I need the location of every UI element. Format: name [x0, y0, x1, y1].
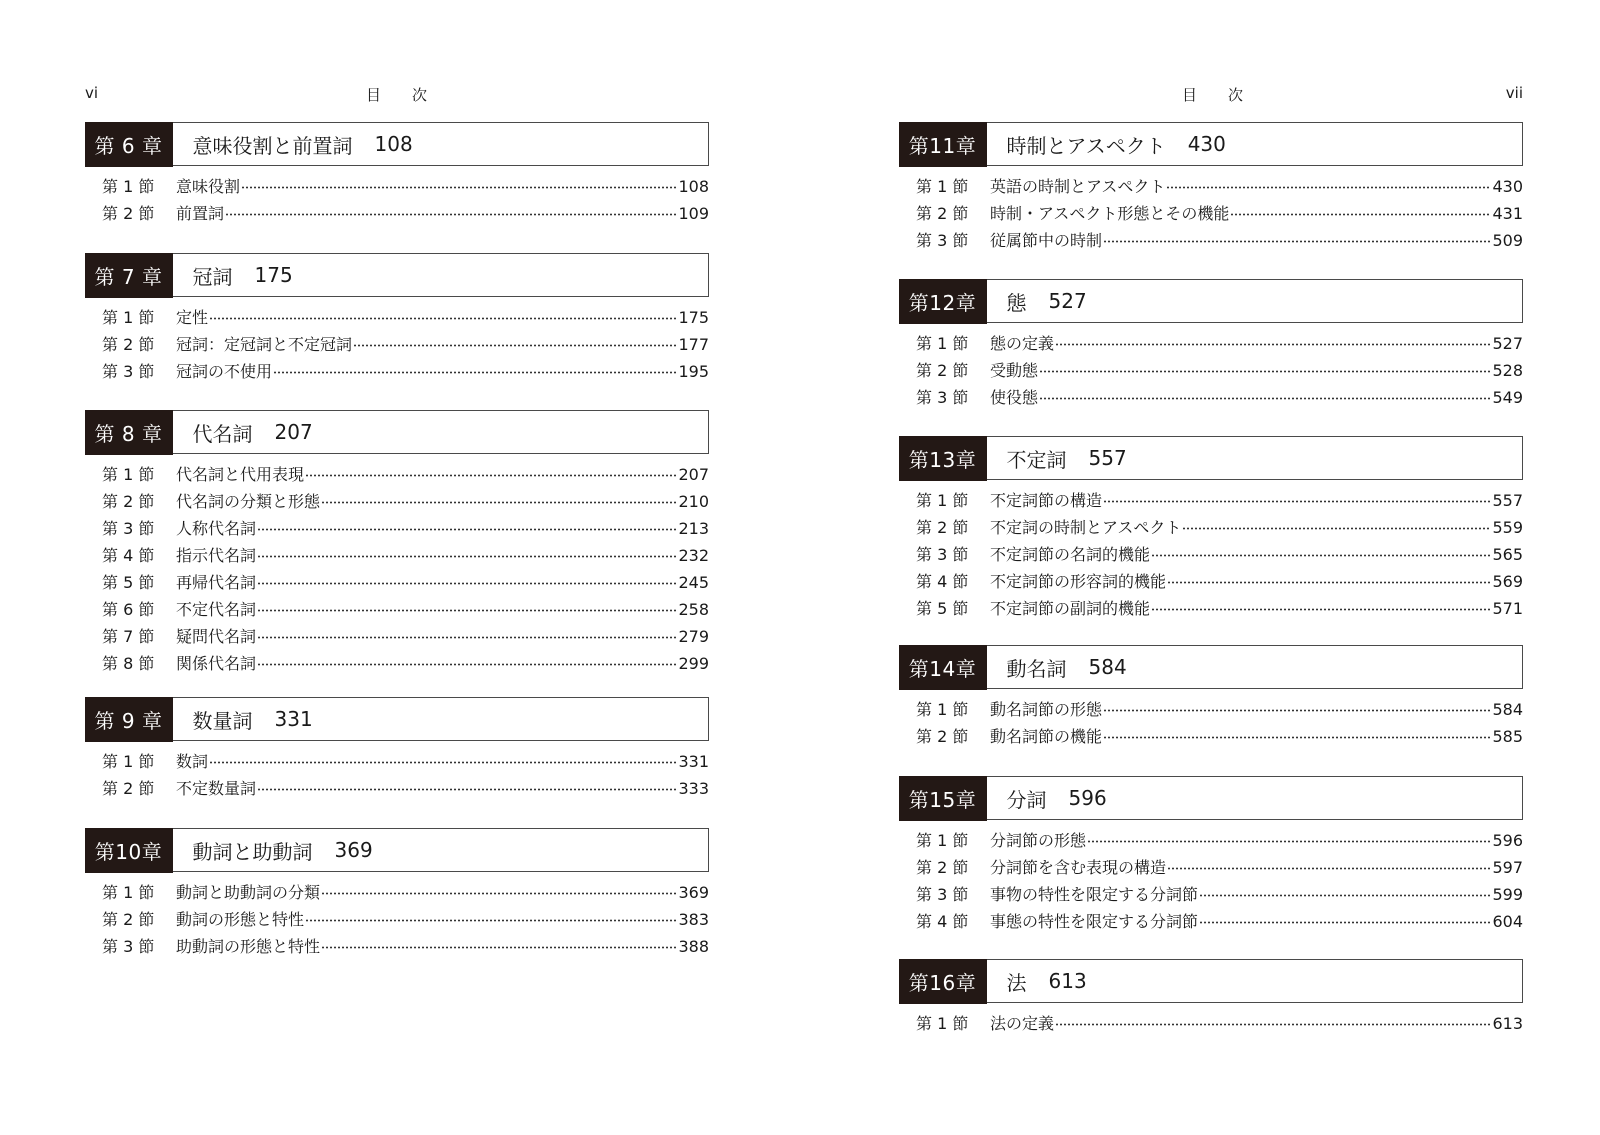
chapter-page: 175: [254, 263, 293, 287]
section-row: [85, 569, 709, 596]
dot-leader: [241, 186, 677, 189]
chapter-label: 第 7 章: [85, 253, 173, 298]
chapter-heading: [899, 279, 1523, 323]
chapter-label: 第 6 章: [85, 122, 173, 167]
dot-leader: [1039, 397, 1491, 400]
section-title: 人称代名詞: [176, 519, 257, 538]
section-row: [899, 881, 1523, 908]
section-number: 第 1 節: [916, 831, 969, 850]
dot-leader: [1039, 370, 1491, 373]
chapter-page: 613: [1048, 969, 1087, 993]
right-page: [899, 0, 1523, 1135]
section-number: 第 2 節: [916, 361, 969, 380]
dot-leader: [1151, 608, 1491, 611]
section-page: 388: [678, 937, 709, 956]
chapter-page: 430: [1187, 132, 1226, 156]
chapter-heading: [899, 959, 1523, 1003]
section-title: 前置詞: [176, 204, 225, 223]
chapter-entry: [899, 776, 1523, 935]
section-row: [899, 723, 1523, 750]
dot-leader: [1055, 343, 1491, 346]
section-page: 559: [1492, 518, 1523, 537]
section-title: 不定詞節の副詞的機能: [990, 599, 1151, 618]
left-page: [85, 0, 709, 1135]
section-number: 第 2 節: [102, 204, 155, 223]
chapter-title-block: [173, 254, 293, 296]
chapter-title: 不定詞: [1006, 447, 1067, 472]
chapter-page: 527: [1048, 289, 1087, 313]
dot-leader: [1103, 240, 1491, 243]
section-page: 596: [1492, 831, 1523, 850]
section-number: 第 3 節: [916, 388, 969, 407]
dot-leader: [321, 946, 677, 949]
chapter-heading: [85, 122, 709, 166]
chapter-label: 第16章: [899, 959, 987, 1004]
dot-leader: [353, 344, 677, 347]
dot-leader: [209, 761, 677, 764]
dot-leader: [209, 317, 677, 320]
chapter-heading: [899, 645, 1523, 689]
section-title: 不定詞節の名詞的機能: [990, 545, 1151, 564]
section-number: 第 1 節: [916, 334, 969, 353]
chapter-title-block: [987, 123, 1226, 165]
chapter-title-block: [173, 123, 413, 165]
section-number: 第 1 節: [102, 308, 155, 327]
chapter-page: 331: [274, 707, 313, 731]
section-row: [85, 331, 709, 358]
section-title: 関係代名詞: [176, 654, 257, 673]
chapter-label: 第11章: [899, 122, 987, 167]
section-page: 585: [1492, 727, 1523, 746]
section-row: [85, 933, 709, 960]
dot-leader: [1167, 581, 1491, 584]
running-header: [85, 84, 709, 108]
section-page: 195: [678, 362, 709, 381]
section-page: 213: [678, 519, 709, 538]
section-title: 指示代名詞: [176, 546, 257, 565]
chapter-title: 冠詞: [192, 264, 233, 289]
section-row: [899, 827, 1523, 854]
section-title: 再帰代名詞: [176, 573, 257, 592]
section-page: 571: [1492, 599, 1523, 618]
section-row: [85, 200, 709, 227]
section-title: 不定詞の時制とアスペクト: [990, 518, 1182, 537]
section-row: [899, 514, 1523, 541]
dot-leader: [225, 213, 677, 216]
section-title: 疑問代名詞: [176, 627, 257, 646]
section-title: 法の定義: [990, 1014, 1055, 1033]
dot-leader: [257, 582, 677, 585]
section-title: 不定数量詞: [176, 779, 257, 798]
section-list: [85, 304, 709, 385]
dot-leader: [305, 474, 677, 477]
dot-leader: [257, 788, 677, 791]
chapter-label: 第 8 章: [85, 410, 173, 455]
section-number: 第 7 節: [102, 627, 155, 646]
section-row: [899, 1010, 1523, 1037]
section-title: 不定詞節の構造: [990, 491, 1103, 510]
section-list: [899, 1010, 1523, 1037]
dot-leader: [1055, 1023, 1491, 1026]
chapter-heading: [899, 122, 1523, 166]
section-page: 565: [1492, 545, 1523, 564]
dot-leader: [257, 555, 677, 558]
section-row: [899, 173, 1523, 200]
dot-leader: [1166, 186, 1491, 189]
section-page: 333: [678, 779, 709, 798]
section-title: 定性: [176, 308, 209, 327]
section-list: [85, 461, 709, 677]
section-number: 第 2 節: [102, 779, 155, 798]
chapter-label: 第15章: [899, 776, 987, 821]
section-row: [899, 200, 1523, 227]
chapter-title-block: [173, 411, 313, 453]
section-number: 第 1 節: [102, 883, 155, 902]
section-number: 第 4 節: [102, 546, 155, 565]
section-row: [899, 908, 1523, 935]
dot-leader: [1182, 527, 1491, 530]
chapter-label: 第 9 章: [85, 697, 173, 742]
chapter-page: 596: [1068, 786, 1107, 810]
chapter-entry: [85, 253, 709, 385]
section-number: 第 2 節: [102, 492, 155, 511]
section-number: 第 6 節: [102, 600, 155, 619]
section-title: 不定代名詞: [176, 600, 257, 619]
section-number: 第 3 節: [916, 885, 969, 904]
section-page: 509: [1492, 231, 1523, 250]
chapter-entry: [85, 122, 709, 227]
section-number: 第 2 節: [102, 910, 155, 929]
section-row: [85, 173, 709, 200]
section-title: 動名詞節の形態: [990, 700, 1103, 719]
section-list: [899, 330, 1523, 411]
chapter-label: 第13章: [899, 436, 987, 481]
section-row: [85, 748, 709, 775]
section-number: 第 3 節: [102, 937, 155, 956]
chapter-heading: [85, 828, 709, 872]
chapter-entry: [85, 697, 709, 802]
section-page: 177: [678, 335, 709, 354]
section-number: 第 1 節: [102, 177, 155, 196]
page-number: vii: [1505, 84, 1523, 102]
section-list: [85, 879, 709, 960]
section-page: 584: [1492, 700, 1523, 719]
chapter-title: 時制とアスペクト: [1006, 133, 1166, 158]
section-title: 態の定義: [990, 334, 1055, 353]
chapter-heading: [85, 697, 709, 741]
section-page: 430: [1492, 177, 1523, 196]
section-page: 527: [1492, 334, 1523, 353]
chapter-entry: [899, 436, 1523, 622]
section-page: 245: [678, 573, 709, 592]
chapter-page: 108: [374, 132, 413, 156]
section-row: [85, 775, 709, 802]
section-title: 代名詞と代用表現: [176, 465, 305, 484]
section-number: 第 1 節: [102, 752, 155, 771]
section-page: 109: [678, 204, 709, 223]
chapter-title: 法: [1006, 970, 1027, 995]
section-row: [85, 358, 709, 385]
running-title: 目 次: [1182, 86, 1244, 104]
section-page: 597: [1492, 858, 1523, 877]
chapter-entry: [899, 279, 1523, 411]
running-header: [899, 84, 1523, 108]
section-row: [899, 568, 1523, 595]
section-page: 431: [1492, 204, 1523, 223]
section-number: 第 1 節: [916, 177, 969, 196]
chapter-title: 代名詞: [192, 421, 253, 446]
running-title: 目 次: [366, 86, 428, 104]
dot-leader: [257, 636, 677, 639]
section-page: 207: [678, 465, 709, 484]
section-list: [899, 487, 1523, 622]
chapter-title-block: [987, 646, 1127, 688]
dot-leader: [1103, 500, 1491, 503]
section-number: 第 4 節: [916, 572, 969, 591]
section-row: [899, 595, 1523, 622]
section-row: [899, 487, 1523, 514]
section-page: 549: [1492, 388, 1523, 407]
chapter-heading: [85, 410, 709, 454]
chapter-entry: [85, 828, 709, 960]
section-row: [899, 854, 1523, 881]
section-number: 第 5 節: [102, 573, 155, 592]
section-row: [899, 696, 1523, 723]
section-number: 第 3 節: [102, 362, 155, 381]
section-page: 569: [1492, 572, 1523, 591]
section-row: [85, 542, 709, 569]
chapter-heading: [899, 436, 1523, 480]
dot-leader: [305, 919, 677, 922]
chapter-title-block: [987, 437, 1127, 479]
section-list: [899, 827, 1523, 935]
section-row: [899, 541, 1523, 568]
dot-leader: [1103, 736, 1491, 739]
section-row: [85, 515, 709, 542]
section-page: 369: [678, 883, 709, 902]
section-page: 258: [678, 600, 709, 619]
dot-leader: [1199, 894, 1491, 897]
dot-leader: [1151, 554, 1491, 557]
chapter-heading: [899, 776, 1523, 820]
section-number: 第 1 節: [916, 491, 969, 510]
chapter-entry: [899, 122, 1523, 254]
section-title: 動名詞節の機能: [990, 727, 1103, 746]
section-list: [899, 173, 1523, 254]
section-title: 不定詞節の形容詞的機能: [990, 572, 1167, 591]
section-page: 528: [1492, 361, 1523, 380]
section-title: 冠詞：定冠詞と不定冠詞: [176, 335, 353, 354]
chapter-label: 第10章: [85, 828, 173, 873]
section-row: [85, 488, 709, 515]
section-title: 動詞の形態と特性: [176, 910, 305, 929]
section-page: 613: [1492, 1014, 1523, 1033]
dot-leader: [1087, 840, 1491, 843]
chapter-label: 第14章: [899, 645, 987, 690]
chapter-heading: [85, 253, 709, 297]
chapter-title-block: [987, 777, 1107, 819]
chapter-title-block: [173, 829, 373, 871]
section-page: 108: [678, 177, 709, 196]
section-row: [85, 906, 709, 933]
section-title: 分詞節を含む表現の構造: [990, 858, 1167, 877]
section-number: 第 3 節: [102, 519, 155, 538]
section-page: 232: [678, 546, 709, 565]
section-row: [85, 461, 709, 488]
section-title: 使役態: [990, 388, 1039, 407]
section-title: 英語の時制とアスペクト: [990, 177, 1166, 196]
chapter-page: 557: [1088, 446, 1127, 470]
dot-leader: [273, 371, 677, 374]
chapter-title-block: [987, 960, 1087, 1002]
dot-leader: [1199, 921, 1491, 924]
section-page: 383: [678, 910, 709, 929]
section-page: 175: [678, 308, 709, 327]
section-row: [899, 227, 1523, 254]
chapter-label: 第12章: [899, 279, 987, 324]
chapter-title: 動名詞: [1006, 656, 1067, 681]
section-number: 第 3 節: [916, 231, 969, 250]
section-list: [85, 173, 709, 227]
section-number: 第 8 節: [102, 654, 155, 673]
dot-leader: [1167, 867, 1491, 870]
chapter-page: 369: [334, 838, 373, 862]
section-number: 第 2 節: [916, 858, 969, 877]
section-title: 動詞と助動詞の分類: [176, 883, 321, 902]
section-page: 279: [678, 627, 709, 646]
section-title: 数詞: [176, 752, 209, 771]
section-number: 第 4 節: [916, 912, 969, 931]
section-number: 第 5 節: [916, 599, 969, 618]
section-page: 210: [678, 492, 709, 511]
section-row: [899, 384, 1523, 411]
section-title: 受動態: [990, 361, 1039, 380]
section-title: 代名詞の分類と形態: [176, 492, 321, 511]
section-page: 599: [1492, 885, 1523, 904]
dot-leader: [257, 528, 677, 531]
chapter-entry: [899, 959, 1523, 1037]
dot-leader: [321, 501, 677, 504]
section-page: 557: [1492, 491, 1523, 510]
dot-leader: [321, 892, 677, 895]
section-number: 第 3 節: [916, 545, 969, 564]
section-page: 604: [1492, 912, 1523, 931]
chapter-title-block: [173, 698, 313, 740]
chapter-title: 数量詞: [192, 708, 253, 733]
section-row: [899, 330, 1523, 357]
chapter-page: 584: [1088, 655, 1127, 679]
section-title: 助動詞の形態と特性: [176, 937, 321, 956]
section-title: 冠詞の不使用: [176, 362, 273, 381]
section-number: 第 2 節: [916, 727, 969, 746]
section-row: [85, 650, 709, 677]
chapter-entry: [85, 410, 709, 677]
chapter-title: 動詞と助動詞: [192, 839, 313, 864]
chapter-title-block: [987, 280, 1087, 322]
section-row: [85, 879, 709, 906]
section-title: 従属節中の時制: [990, 231, 1103, 250]
chapter-title: 意味役割と前置詞: [192, 133, 353, 158]
section-title: 事態の特性を限定する分詞節: [990, 912, 1199, 931]
section-number: 第 1 節: [916, 1014, 969, 1033]
section-row: [899, 357, 1523, 384]
section-page: 331: [678, 752, 709, 771]
section-row: [85, 304, 709, 331]
section-title: 分詞節の形態: [990, 831, 1087, 850]
section-row: [85, 596, 709, 623]
section-number: 第 2 節: [102, 335, 155, 354]
dot-leader: [1230, 213, 1491, 216]
chapter-page: 207: [274, 420, 313, 444]
dot-leader: [1103, 709, 1491, 712]
section-title: 時制・アスペクト形態とその機能: [990, 204, 1230, 223]
section-title: 意味役割: [176, 177, 241, 196]
section-number: 第 2 節: [916, 518, 969, 537]
section-row: [85, 623, 709, 650]
section-list: [899, 696, 1523, 750]
section-number: 第 1 節: [102, 465, 155, 484]
dot-leader: [257, 663, 677, 666]
page-number: vi: [85, 84, 99, 102]
section-title: 事物の特性を限定する分詞節: [990, 885, 1199, 904]
chapter-title: 分詞: [1006, 787, 1047, 812]
section-page: 299: [678, 654, 709, 673]
section-number: 第 2 節: [916, 204, 969, 223]
chapter-entry: [899, 645, 1523, 750]
chapter-title: 態: [1006, 290, 1027, 315]
section-list: [85, 748, 709, 802]
section-number: 第 1 節: [916, 700, 969, 719]
dot-leader: [257, 609, 677, 612]
